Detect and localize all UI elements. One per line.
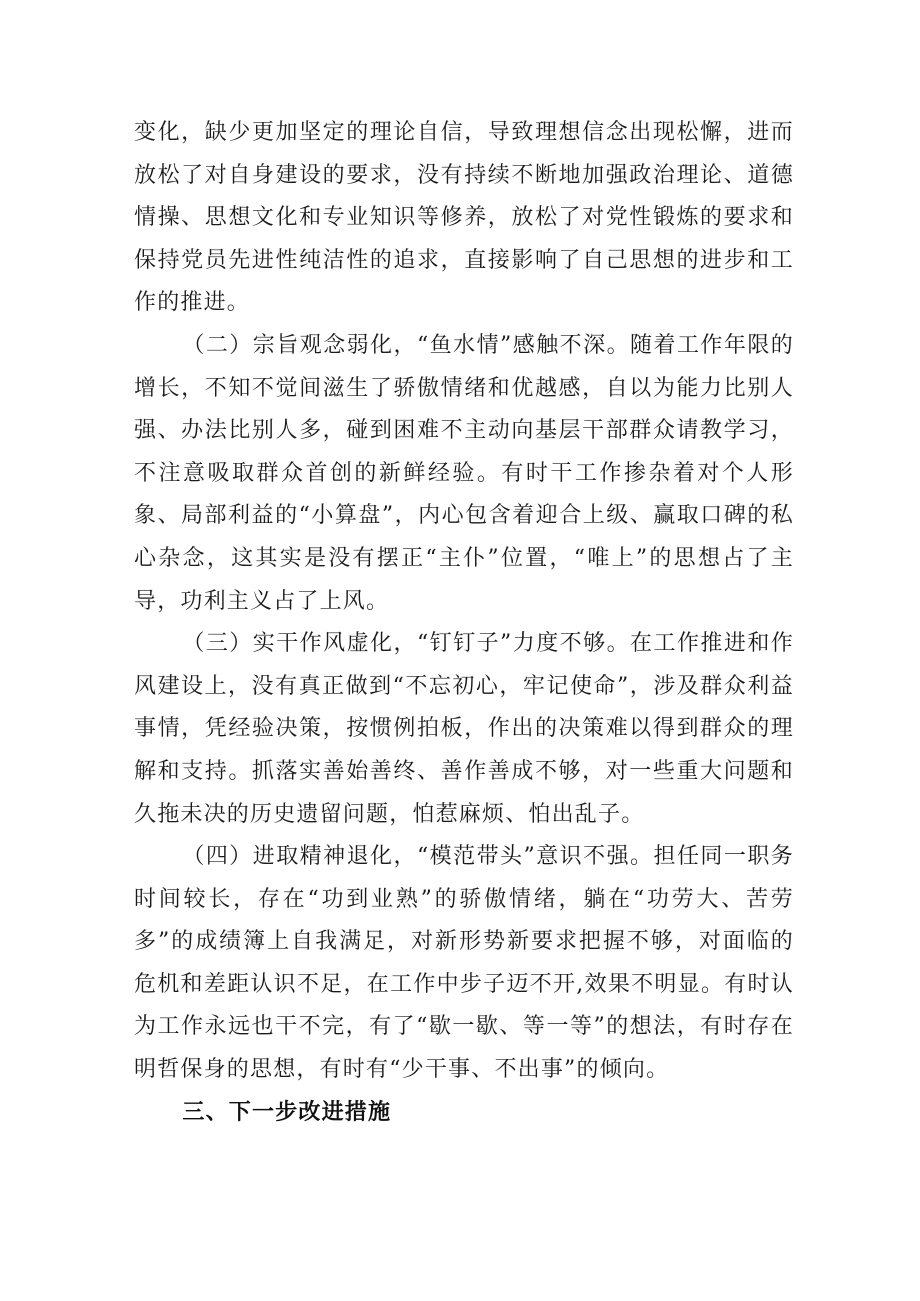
paragraph-purpose-awareness: （二）宗旨观念弱化，“鱼水情”感触不深。随着工作年限的增长，不知不觉间滋生了骄傲情绪和优越感，自以为能力比别人强、办法比别人多，碰到困难不主动向基层干部群众请教学习，不注意吸取群众首创的新鲜经验。有时干工作掺杂着对个人形象、局部利益的“小算盘”，内心包含着迎合上级、赢取口碑的私心杂念，这其实是没有摆正“主仆”位置，“唯上”的思想占了主导，功利主义占了上风。 [134,332,794,614]
section-heading: 三、下一步改进措施 [182,1099,392,1125]
document-body [134,112,794,1134]
paragraph-continuation: 变化，缺少更加坚定的理论自信，导致理想信念出现松懈，进而放松了对自身建设的要求，没有持续不断地加强政治理论、道德情操、思想文化和专业知识等修养，放松了对党性锻炼的要求和保持党员先进性纯洁性的追求，直接影响了自己思想的进步和工作的推进。 [134,120,794,316]
paragraph-work-style: （三）实干作风虚化，“钉钉子”力度不够。在工作推进和作风建设上，没有真正做到“不忘初心，牢记使命”，涉及群众利益事情，凭经验决策，按惯例拍板，作出的决策难以得到群众的理解和支持。抓落实善始善终、善作善成不够，对一些重大问题和久拖未决的历史遗留问题，怕惹麻烦、怕出乱子。 [134,631,794,827]
paragraph-enterprising-spirit: （四）进取精神退化，“模范带头”意识不强。担任同一职务时间较长，存在“功到业熟”的骄傲情绪，躺在“功劳大、苦劳多”的成绩簿上自我满足，对新形势新要求把握不够，对面临的危机和差距认识不足，在工作中步子迈不开,效果不明显。有时认为工作永远也干不完，有了“歇一歇、等一等”的想法，有时存在明哲保身的思想，有时有“少干事、不出事”的倾向。 [134,844,794,1083]
